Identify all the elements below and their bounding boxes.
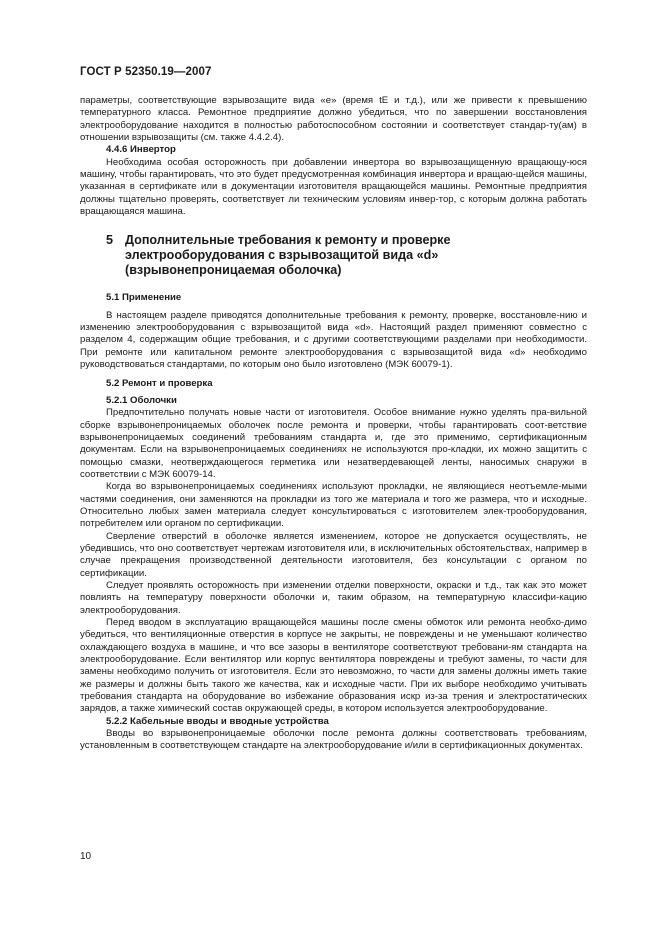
heading-5-1: 5.1 Применение — [106, 292, 182, 304]
section-5-title-line-3: (взрывонепроницаемая оболочка) — [125, 263, 342, 278]
heading-5-2-1: 5.2.1 Оболочки — [106, 394, 177, 406]
enclosures-paragraph-4: Следует проявлять осторожность при изменении отделки поверхности, окраски и т.д., так как это может повлиять на температуру поверхности оболочки и, таким образом, на температурную классифи-кацию электрооборудования. — [80, 580, 587, 616]
application-paragraph: В настоящем разделе приводятся дополнительные требования к ремонту, проверке, восстановле-нию и изменению электрооборудования с взрывозащитой вида «d». Настоящий раздел применяют совместно с разделом 4, содержащим общие требования, и с другими соответствующими разделами при необходимости. При ремонте или капитальном ремонте электрооборудования с взрывозащитой вида «d» необходимо руководствоваться стандартами, по которым оно было изготовлено (МЭК 60079-1). — [80, 309, 587, 371]
enclosures-paragraph-1: Предпочтительно получать новые части от изготовителя. Особое внимание нужно уделять пра-вильной сборке взрывонепроницаемых оболочек после ремонта и проверки, чтобы гарантировать соот-ветствие взрывонепроницаемых соединений требованиям стандарта и, где это применимо, сертификационным документам. Если на взрывонепроницаемых соединениях не используются про-кладки, их можно защитить с помощью смазки, неотверждающегося герметика или незатвердевающей ленты, наносимых снаружи в соответствии с МЭК 60079-14. — [80, 407, 587, 480]
heading-4-4-6: 4.4.6 Инвертор — [106, 144, 176, 156]
enclosures-paragraph-3: Сверление отверстий в оболочке является изменением, которое не допускается осуществлять, не убедившись, что оно соответствует чертежам изготовителя или, в исключительных обстоятельствах, например в случае прекращения производственной деятельности изготовителя, без консультации с органом по сертификации. — [80, 530, 587, 579]
heading-5-2: 5.2 Ремонт и проверка — [106, 377, 213, 389]
standard-header: ГОСТ Р 52350.19—2007 — [80, 66, 212, 78]
section-5-title-line-1: Дополнительные требования к ремонту и проверке — [125, 233, 451, 248]
heading-5-2-2: 5.2.2 Кабельные вводы и вводные устройства — [106, 715, 329, 727]
inverter-paragraph: Необходима особая осторожность при добавлении инвертора во взрывозащищенную вращающу-юся машину, чтобы гарантировать, что это будет предусмотренная комбинация инвертора и вращаю-щейся машины, указанная в сертификате или в документации изготовителя вращающейся машины. Ремонтные предприятия должны тщательно проверять, соответствует ли техническим условиям инвер-тор, с которым должна работать вращающаяся машина. — [80, 156, 587, 218]
section-5-number: 5 — [106, 233, 114, 248]
enclosures-paragraph-2: Когда во взрывонепроницаемых соединениях используют прокладки, не являющиеся неотъемле-мыми частями соединения, они заменяются на прокладки из того же материала и того же размера, что и исходные. Относительно любых замен материала следует консультироваться с изготовителем элек-трооборудования, потребителем или органом по сертификации. — [80, 481, 587, 530]
cable-entries-paragraph: Вводы во взрывонепроницаемые оболочки после ремонта должны соответствовать требованиям, установленным в соответствующем стандарте на электрооборудование и/или в сертификационных документах. — [80, 728, 587, 752]
section-5-title-line-2: электрооборудования с взрывозащитой вида «d» — [125, 248, 439, 263]
page-body — [80, 95, 587, 753]
enclosures-paragraph-5: Перед вводом в эксплуатацию вращающейся машины после смены обмоток или ремонта необхо-димо убедиться, что вентиляционные отверстия в корпусе не закрыты, не повреждены и не уменьшают количество охлаждающего воздуха в машине, и что все зазоры в вентиляторе соответствуют требовани-ям стандарта на электрооборудование. Если вентилятор или корпус вентилятора повреждены и требуют замены, то части для замены необходимо получить от изготовителя. Если это невозможно, то части для замены должны иметь такие же размеры и должны быть такого же качества, как и исходные части. При их выборе необходимо учитывать требования стандарта на оборудование во избежание образования искр из-за трения и электростатических зарядов, а также химический состав окружающей среды, в котором используется электрооборудование. — [80, 617, 587, 715]
intro-paragraph-continued: параметры, соответствующие взрывозащите вида «е» (время tE и т.д.), или же привести к превышению температурного класса. Ремонтное предприятие должно убедиться, что по завершении восстановления электрооборудование находится в полностью работоспособном состоянии и соответствует стандар-ту(ам) в отношении взрывозащиты (см. также 4.4.2.4). — [80, 95, 587, 144]
page-number: 10 — [80, 851, 92, 862]
section-5-title — [106, 233, 587, 278]
